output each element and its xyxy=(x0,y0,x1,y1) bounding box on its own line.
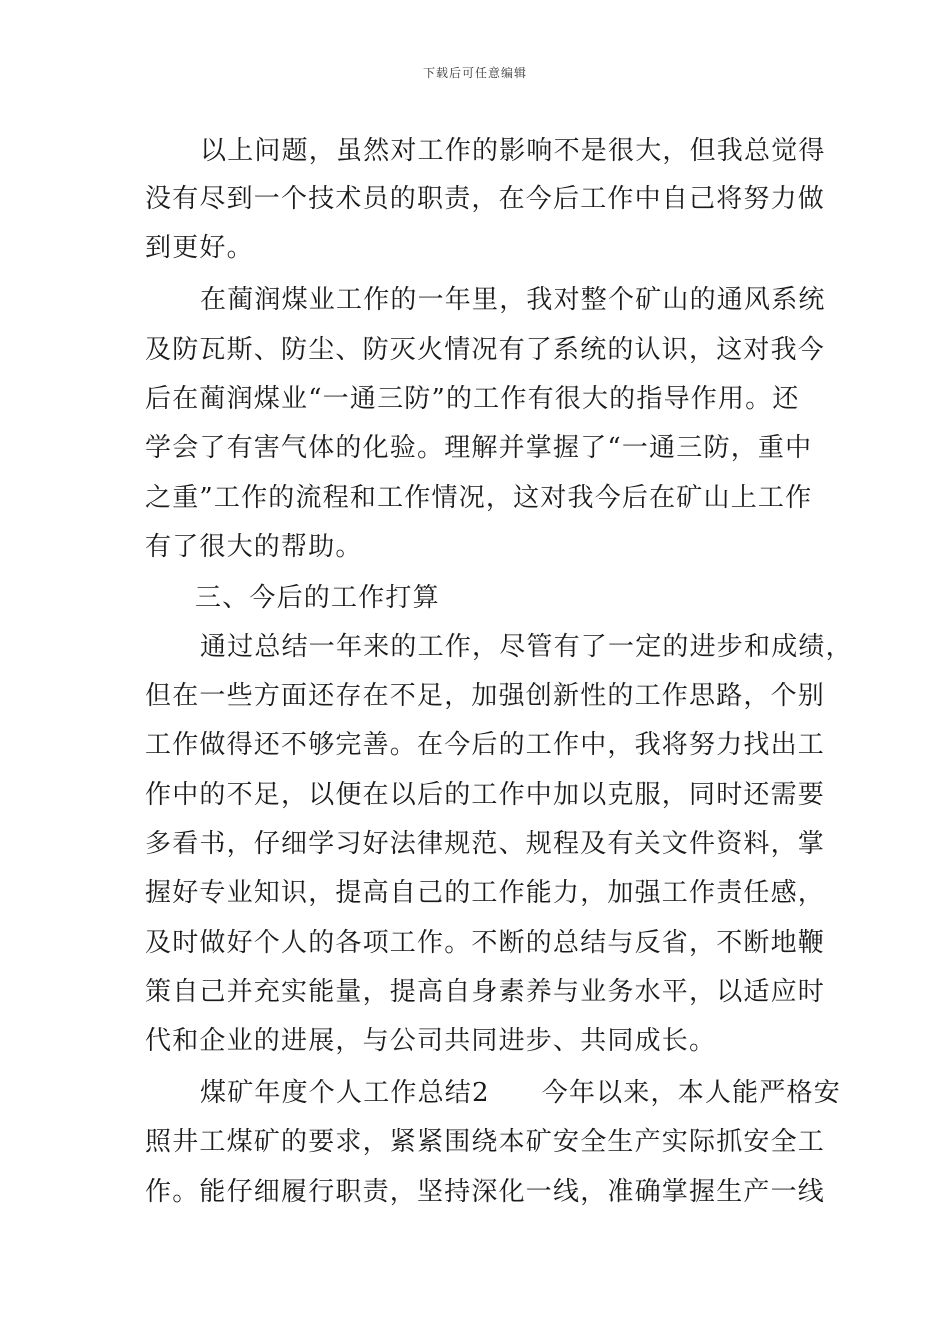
subtitle-text: 煤矿年度个人工作总结2 xyxy=(200,1078,490,1108)
paragraph-line: 及防瓦斯、防尘、防灭火情况有了系统的认识，这对我今 xyxy=(145,335,826,365)
page-header-note: 下载后可任意编辑 xyxy=(422,66,527,80)
paragraph-line-title xyxy=(200,1076,841,1110)
paragraph-line: 作。能仔细履行职责，坚持深化一线，准确掌握生产一线 xyxy=(145,1177,826,1207)
paragraph-line: 但在一些方面还存在不足，加强创新性的工作思路，个别 xyxy=(145,681,826,711)
paragraph-line: 及时做好个人的各项工作。不断的总结与反省，不断地鞭 xyxy=(145,928,826,958)
paragraph-line: 通过总结一年来的工作，尽管有了一定的进步和成绩， xyxy=(200,632,853,662)
paragraph-line: 代和企业的进展，与公司共同进步、共同成长。 xyxy=(145,1026,717,1056)
paragraph-line: 有了很大的帮助。 xyxy=(145,532,363,562)
paragraph-line: 照井工煤矿的要求，紧紧围绕本矿安全生产实际抓安全工 xyxy=(145,1127,826,1157)
paragraph-line: 后在蔺润煤业“一通三防”的工作有很大的指导作用。还 xyxy=(145,384,800,414)
paragraph-start-text: 今年以来，本人能严格安 xyxy=(541,1078,841,1108)
paragraph-line: 以上问题，虽然对工作的影响不是很大，但我总觉得 xyxy=(200,136,826,166)
section-heading: 三、今后的工作打算 xyxy=(195,583,440,613)
paragraph-line: 握好专业知识，提高自己的工作能力，加强工作责任感， xyxy=(145,878,826,908)
paragraph-line: 到更好。 xyxy=(145,233,254,263)
paragraph-line: 工作做得还不够完善。在今后的工作中，我将努力找出工 xyxy=(145,730,826,760)
paragraph-line: 之重”工作的流程和工作情况，这对我今后在矿山上工作 xyxy=(145,483,813,513)
paragraph-line: 作中的不足，以便在以后的工作中加以克服，同时还需要 xyxy=(145,780,826,810)
paragraph-line: 学会了有害气体的化验。理解并掌握了“一通三防，重中 xyxy=(145,433,813,463)
paragraph-line: 策自己并充实能量，提高自身素养与业务水平，以适应时 xyxy=(145,977,826,1007)
paragraph-line: 在蔺润煤业工作的一年里，我对整个矿山的通风系统 xyxy=(200,285,826,315)
paragraph-line: 多看书，仔细学习好法律规范、规程及有关文件资料，掌 xyxy=(145,829,826,859)
paragraph-line: 没有尽到一个技术员的职责，在今后工作中自己将努力做 xyxy=(145,184,826,214)
